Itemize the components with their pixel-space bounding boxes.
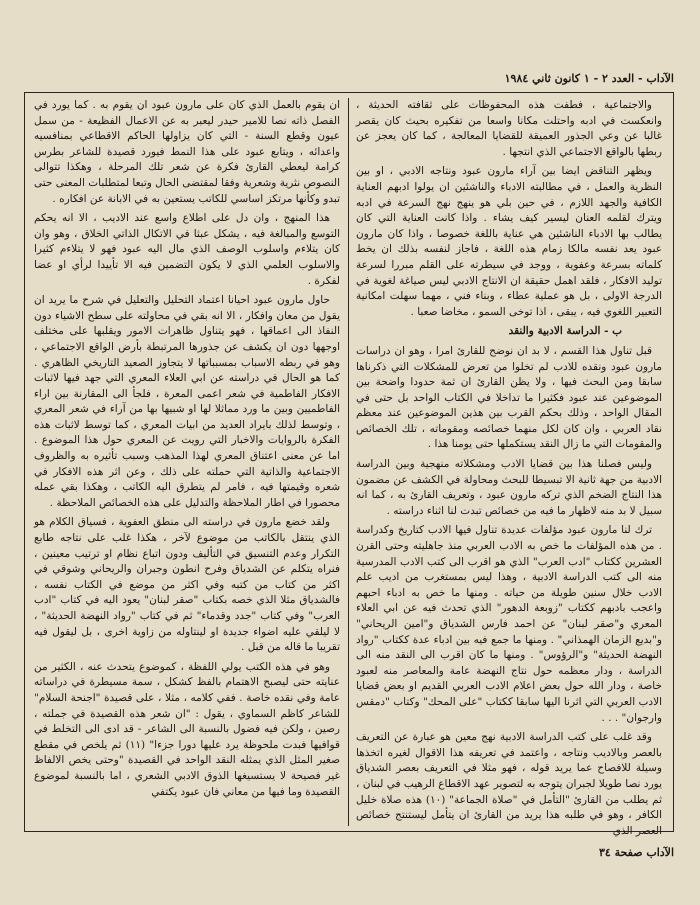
- paragraph: وهو في هذه الكتب يولي اللفظة ، كموضوع يتحدث عنه ، الكثير من عنايته حتى ليصبح الاهتمام بالفظ كشكل ، سمة مسيطرة في دراساته عامة وفي نقده خاصة . ففي كلامه ، مثلا ، على قصيدة "اجنحة السلام" للشاعر كاظم السماوي ، يقول : "ان شعر هذه القصيدة في جملته ، رصين ، ولكن فيه فضول بالنسبة الى الشاعر - قد ادى الى التخلط في قوافيها فبدت ملحوظة يرد عليها دورا جزءا" (١١) ثم يلخص في مقطع صغير المثل الذي يمثله النقد الواحد في القصيدة "وحتى يخص الالفاظ غير فصيحة لا يستسيغها الذوق الادبي الشعري ، اما بالنسبة لموضوع القصيدة وما فيها من معاني فان عبود يكتفي: [34, 660, 340, 798]
- running-header: [24, 68, 674, 88]
- left-column: [34, 98, 340, 826]
- paragraph: والاجتماعية ، فطفت هذه المحفوظات على ثقافته الحديثة ، وانعكست في ادبه واحتلت مكانا واسعا من تفكيره بحيث كان يقصر غالبا عن وعي الجذور العميقة للقضايا المعالجة ، كما كان يعجز عن ربطها بالواقع الاجتماعي الذي انتجها .: [356, 99, 662, 158]
- paragraph: ان يقوم بالعمل الذي كان على مارون عبود ان يقوم به . كما يورد في الفصل ذاته نصا للامير حيدر ليعبر به عن الاعمال الفظيعة - من سمل عيون وقطع السنة - التي كان يزاولها الحاكم الاقطاعي بمنافسيه واعدائه ، ويتابع عبود على هذا النمط فيورد قصيدة للشاعر بطرس كرامة ليعطي القارئ فكرة عن شعر تلك المرحلة ، وهكذا تتوالى النصوص نثرية وشعرية وفقا لمقتضى الحال وتبعا لمتطلبات المعنى حتى تبدو وكأنها مرتكز اساسي للكاتب يستعين به في الابانة عن افكاره .: [34, 99, 340, 205]
- running-title: الآداب - العدد ٢ - ١ كانون ثاني ١٩٨٤: [504, 71, 674, 85]
- column-divider: [348, 98, 349, 826]
- section-heading: ب - الدراسة الادبية والنقد: [508, 325, 622, 338]
- paragraph: وليس فصلنا هذا بين قضايا الادب ومشكلاته منهجية وبين الدراسة الادبية من جهة ثانية الا تبسيطا للبحث ومحاولة في الكشف عن مضمون هذا النتاج الضخم الذي تركه مارون عبود ، وتعريف القارئ به ، كما انه سبيل لا بد منه لاظهار ما فيه من خصائص تبدت لنا اثناء دراسته .: [356, 458, 662, 517]
- paragraph: ترك لنا مارون عبود مؤلفات عديدة تناول فيها الادب كتاريخ وكدراسة . من هذه المؤلفات ما خص به الادب العربي منذ جاهليته وحتى القرن العشرين ككتاب "ادب العرب" الذي هو اقرب الى كتب الادب المدرسية منه الى كتب الدراسة الادبية ، وهذا ليس بمستغرب من اديب علم الادب خلال سنين طويلة من حياته . ومنها ما خص به ادباء احبهم واعجب بادبهم ككتاب "زوبعة الدهور" الذي تحدث فيه عن ابي العلاء المعري و"صقر لبنان" عن احمد فارس الشدياق و"امين الريحاني" و"بديع الزمان الهمذاني" . ومنها ما جمع فيه بين ادباء عدة ككتاب "رواد النهضة الحديثة" و"الرؤوس" . ومنها ما كان اقرب الى النقد منه الى الدراسة ، ودار معظمه حول نتاج النهضة عامة والمعاصر منه لعبود خاصة ، ودار الله حول بعض اعلام الادب العربي القديم او بعض قضايا الادب العربي التي اثرنا اليها سابقا ككتاب "على المحك" وكتاب "دمقس وارجوان" . . .: [356, 524, 662, 724]
- paragraph: ويظهر التناقض ايضا بين آراء مارون عبود ونتاجه الادبي ، او بين النظرية والعمل ، في مطالبته الادباء والناشئين ان يولوا ادبهم العناية الكافية والجهد اللازم ، في حين بلي هو ينهج نهج السرعة في ادبه ويترك لقلمه العنان ليسير كيف يشاء . واذا كانت العناية التي كان يطالب بها الادباء الناشئين هي عناية باللغة خصوصا ، واذا كان مارون عبود يعد نفسه مالكا زمام هذه اللغة ، فاجاز لنفسه بذلك ان يخط كلماته بسرعة وعفوية ، ووجد في سيطرته على القلم مبررا لسرعة توليد الافكار ، فلقد اهمل حقيقة ان الانتاج الادبي ليس صياغة لغوية في الدرجة الاولى ، بل هو عملية عطاء ، وبناء فني ، مهما سهلت امكانية التعبير اللغوي فيه ، يبقى ، اذا توخى السمو ، مخاضا صعبا .: [356, 165, 662, 318]
- paragraph: وقد غلب على كتب الدراسة الادبية نهج معين هو عبارة عن التعريف بالعصر وبالاديب ونتاجه ، واعتمد في تعريفه هذا الاقوال لغيره اتخذها وسيلة للافصاح عما يريد قوله ، فهو مثلا في التعريف بعصر الشدياق يورد نصا طويلا لجبران يتوجه به لتصوير عهد الاقطاع الرهيب في لبنان ، ثم يطلب من القارئ "التأمل في "صلاة الجماعة" (١٠) هذه صلاة خليل الكافر ، وهو في طلبه هذا يريد من القارئ ان يتأمل ليستنتج خصائص العصر الذي: [356, 731, 663, 837]
- page-footer: [34, 846, 674, 859]
- paragraph: ولقد خضع مارون في دراسته الى منطق العفوية ، فسياق الكلام هو الذي ينتقل بالكاتب من موضوع لآخر ، هكذا غلب على نتاجه طابع التكرار وعدم التنسيق في التأليف ودون اتباع نظام او ترتيب معينين ، فنراه يتكلم عن الشدياق وفرح انطون وجبران والريحاني وشوقي في اكثر من كتاب من كتبه وفي اكثر من موضع في الكتاب نفسه ، فالشدياق مثلا الذي خصه بكتاب "صقر لبنان" يعود اليه في كتاب "ادب العرب" وفي كتاب "جدد وقدماء" ثم في كتاب "رواد النهضة الحديثة" ، لا ليلقي عليه اضواء جديدة او لينتاوله من زاوية اخرى ، بل ليقول فيه تقريبا ما قاله من قبل .: [34, 516, 340, 654]
- right-column: [356, 98, 663, 837]
- paragraph: هذا المنهج ، وان دل على اطلاع واسع عند الاديب ، الا انه يحكم التوسع والمبالغة فيه ، يشكل عبثا في الاتكال الذاتي الخلاق ، وهو وان كان يتلاءم واسلوب الوصف الذي مال اليه عبود فهو لا يتلاءم كثيرا والاسلوب العلمي الذي لا يكون التضمين فيه الا تأييدا لرأي او عضا لفكرة .: [34, 212, 340, 287]
- page-number-label: الآداب صفحة ٣٤: [598, 846, 674, 859]
- paragraph: حاول مارون عبود احيانا اعتماد التحليل والتعليل في شرح ما يريد ان يقول من معان وافكار ، الا انه بقي في محاولته على سطح الاشياء دون النفاذ الى اعماقها ، فهو يتناول ظاهرات الامور ويقلبها على مختلف اوجهها دون ان يكشف عن جذورها المرتبطة بأرض الواقع الاجتماعي ، وهو في ربطه الاسباب بمسبباتها لا يتجاوز الصعيد التاريخي الظاهري . كما هو الحال في دراسته عن ابي العلاء المعري التي جهد فيها لاثبات الافكار الفاطمية في شعر اعمى المعرة ، فلجأ الى المقارنة بين اراء الفاطميين وبين ما ورد مماثلا لها او شبيها بها من آراء في شعر المعري ، وتوسط لذلك بايراد العديد من ابيات المعري ، كما توسط لاثبات هذه الفكرة بالروايات والاخبار التي رويت عن المعري حول هذا الموضوع . اما عن معنى اعتناق المعري لهذا المذهب وسبب تأثيره به والظروف الاجتماعية والذاتية التي حملته على ذلك ، وعن اثر هذه الافكار في شعره وقيمتها فيه ، فامر لم يتطرق اليه الكاتب ، وهكذا بقي عمله محصورا في اطار الملاحظة والتدليل على هذه الخصائص الملاحظة .: [34, 294, 340, 509]
- paragraph: قبل تناول هذا القسم ، لا بد ان نوضح للقارئ امرا ، وهو ان دراسات مارون عبود ونقده للادب لم تخلوا من تعرض للمشكلات التي ذكرناها سابقا ومن البحث فيها ، ولا يظن القارئ ان ثمة حدودا واضحة بين الموضوعين عند عبود فكثيرا ما تداخلا في الكتاب الواحد بل حتى في المقال الواحد ، وذلك بحكم القرب بين هذين الموضوعين عند معظم نقاد العربي ، وان كان لكل منهما خصائصه ومقوماته ، تلك الخصائص والمقومات التي ما زال النقد يستكملها حتى يومنا هذا .: [356, 344, 662, 451]
